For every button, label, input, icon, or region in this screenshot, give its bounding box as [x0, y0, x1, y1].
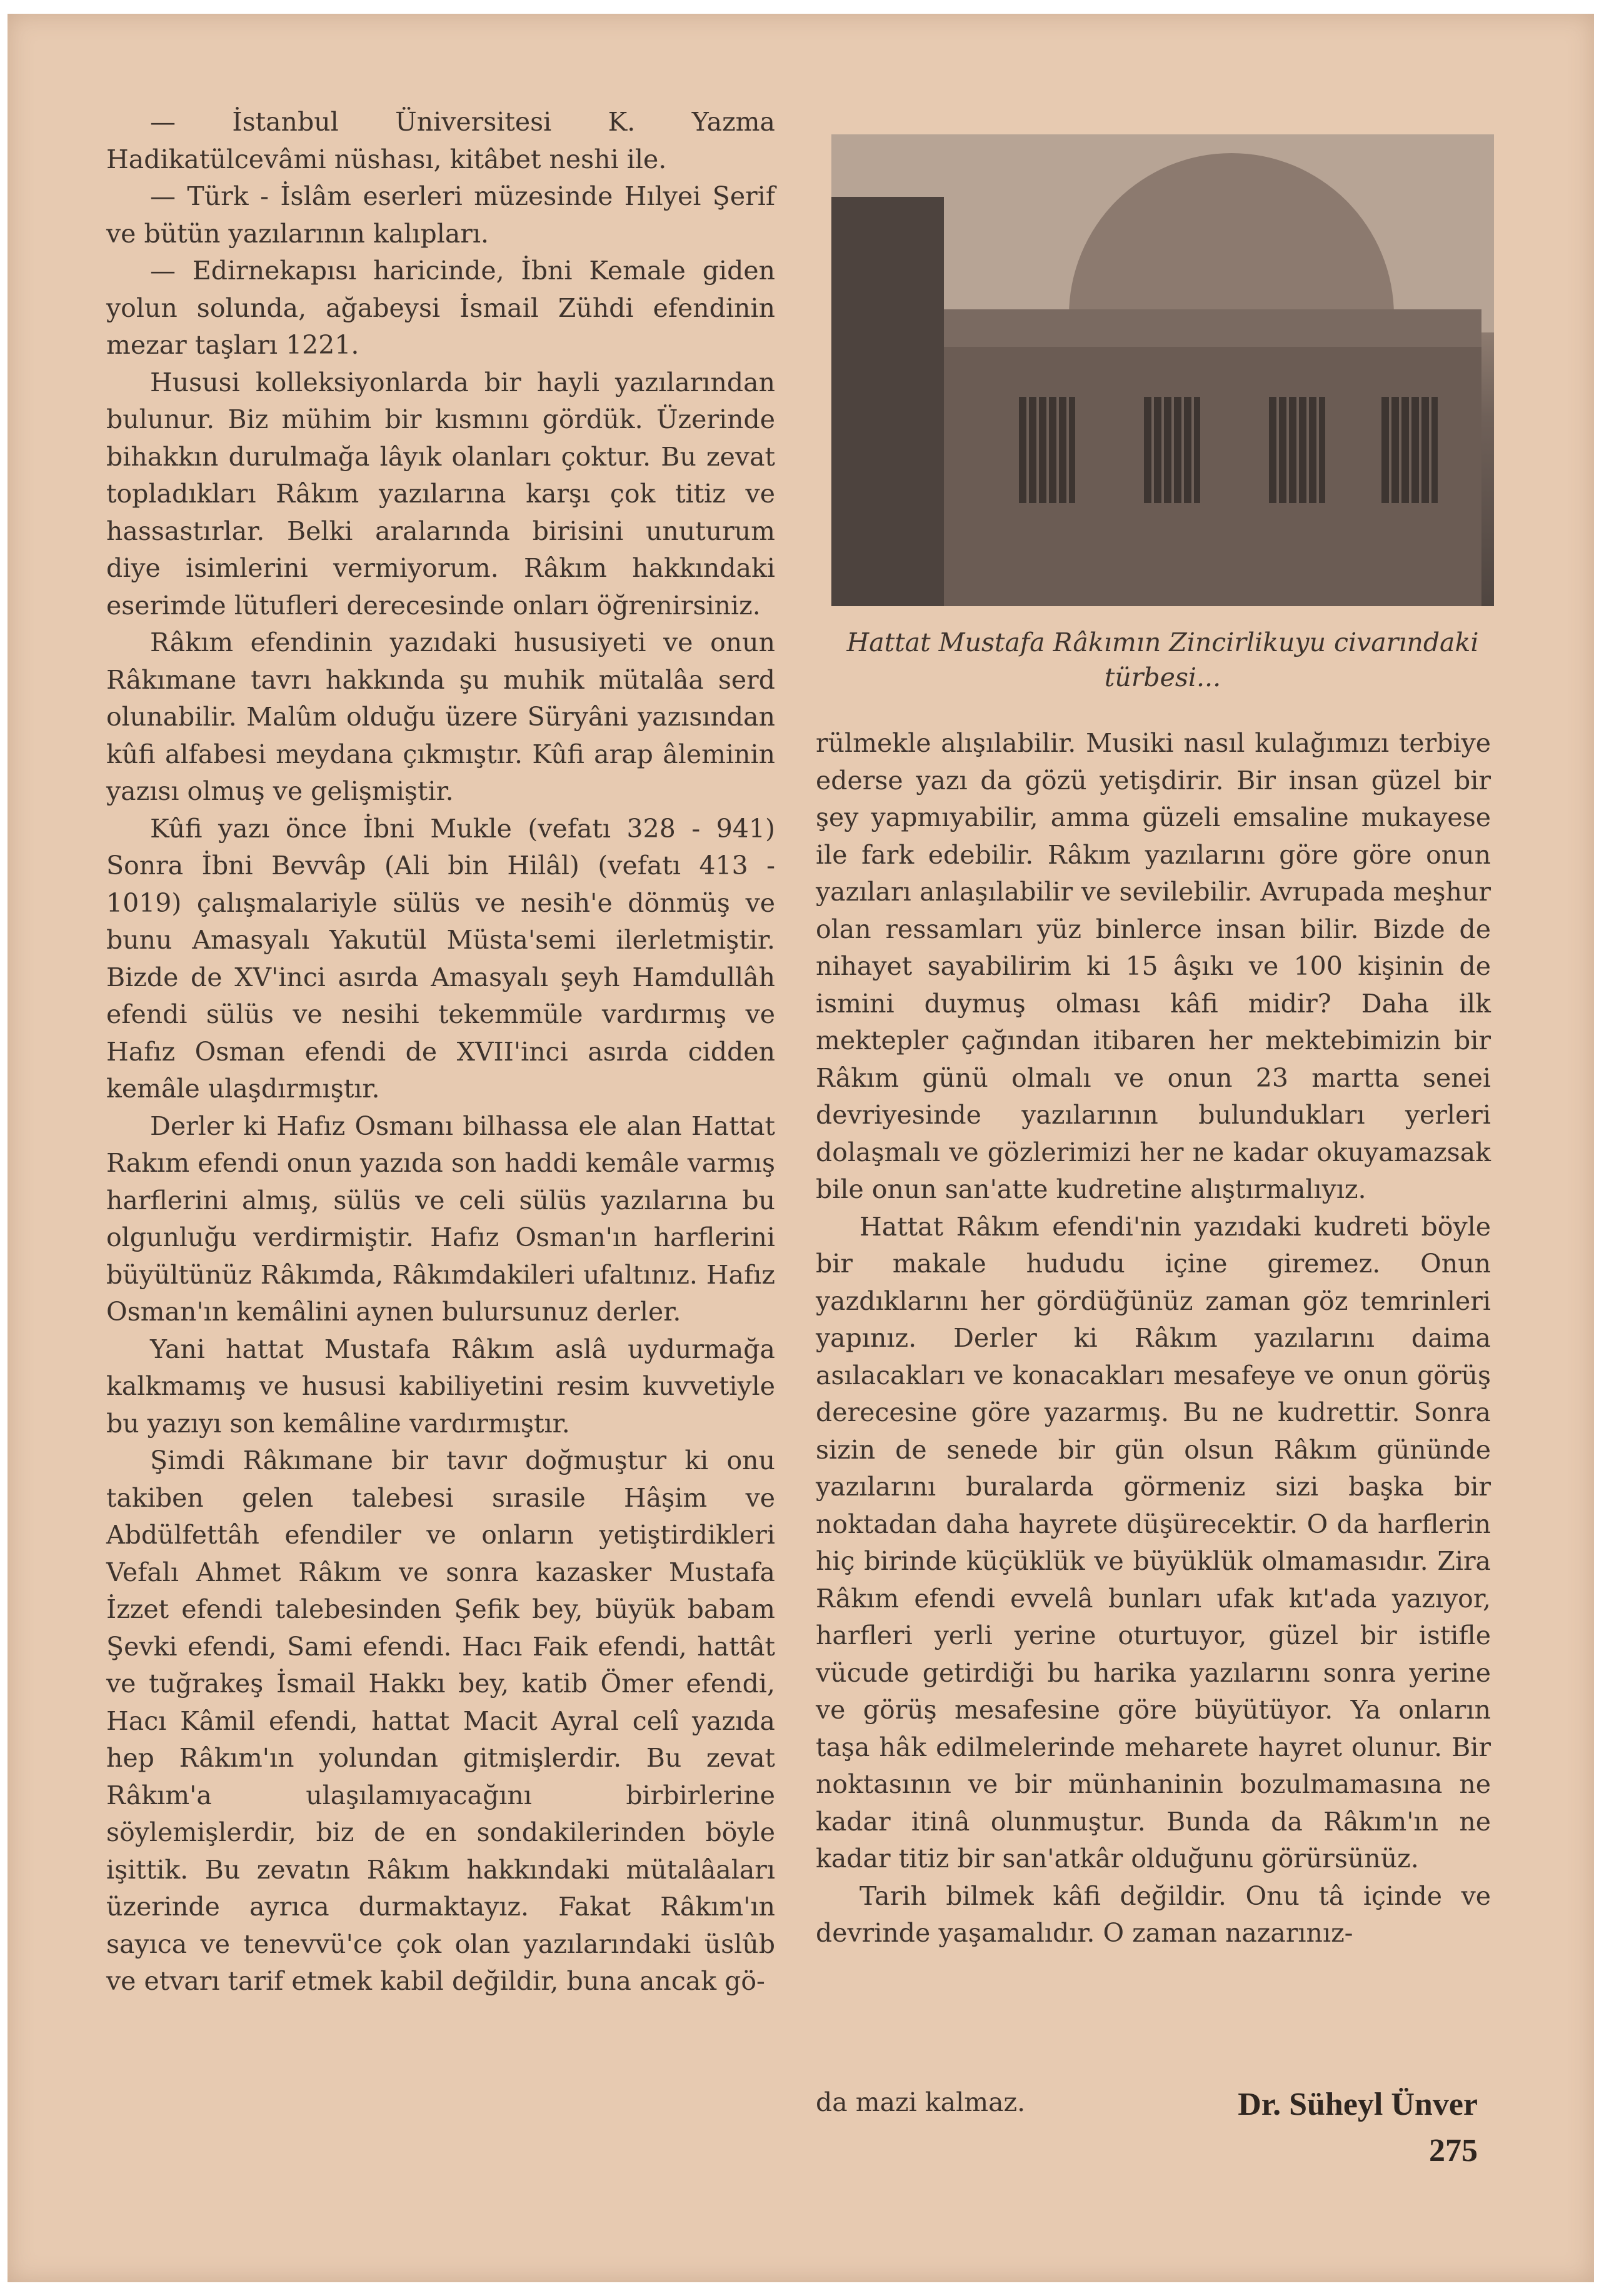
paragraph-hafiz-osman: Derler ki Hafız Osmanı bilhassa ele alan Hattat Rakım efendi onun yazıda son haddi kemâle varmış harflerini almış, sülüs ve celi sülüs yazılarına bu olgunluğu verdirmiştir. Hafız Osman'ın harflerini büyültünüz Râkımda, Râkımdakileri ufaltınız. Hafız Osman'ın kemâlini aynen bulursunuz derler. — [106, 1111, 775, 1327]
author-signature: Dr. Süheyl Ünver — [1238, 2087, 1478, 2122]
paragraph-gravestone-note: — Edirnekapısı haricinde, İbni Kemale giden yolun solunda, ağabeysi İsmail Zühdi efendinin mezar taşları 1221. — [106, 256, 775, 360]
paragraph-museum-note: — Türk - İslâm eserleri müzesinde Hılyei Şerif ve bütün yazılarının kalıpları. — [106, 181, 775, 249]
closing-line: da mazi kalmaz. — [816, 2087, 1026, 2117]
paragraph-collections: Hususi kolleksiyonlarda bir hayli yazılarından bulunur. Biz mühim bir kısmını gördük. Üzerinde bihakkın durulmağa lâyık olanları çoktur. Bu zevat topladıkları Râkım yazılarına karşı çok titiz ve hassastırlar. Belki aralarında birisini unuturum diye isimlerini vermiyorum. Râkım hakkındaki eserimde lütufleri derecesinde onları öğrenirsiniz. — [106, 367, 775, 621]
page-number: 275 — [1429, 2133, 1478, 2169]
left-column — [106, 104, 775, 2000]
right-column — [816, 725, 1491, 1952]
paragraph-mustafa-rakim: Yani hattat Mustafa Râkım aslâ uydurmağa kalkmamış ve hususi kabiliyetini resim kuvvetiyle bu yazıyı son kemâline vardırmıştır. — [106, 1334, 775, 1439]
paragraph-rakim-style: Râkım efendinin yazıdaki hususiyeti ve onun Râkımane tavrı hakkında şu muhik mütalâa serd olunabilir. Malûm olduğu üzere Süryâni yazısından kûfi alfabesi meydana çıkmıştır. Kûfi arap âleminin yazısı olmuş ve gelişmiştir. — [106, 627, 775, 806]
paragraph-rakim-power: Hattat Râkım efendi'nin yazıdaki kudreti böyle bir makale hududu içine giremez. Onun yazdıklarını her gördüğünüz zaman göz temrinleri yapınız. Derler ki Râkım yazılarını daima asılacakları ve konacakları mesafeye ve onun görüş derecesine göre yazarmış. Bu ne kudrettir. Sonra sizin de senede bir gün olsun Râkım gününde yazılarını buralarda görmeniz sizi başka bir noktadan daha hayrete düşürecektir. O da harflerin hiç birinde küçüklük ve büyüklük olmamasıdır. Zira Râkım efendi evvelâ bunları ufak kıt'ada yazıyor, harfleri yerli yerine oturtuyor, güzel bir istifle vücude getirdiği bu harika yazılarını sonra yerine ve görüş mesafesine göre büyütüyor. Ya onların taşa hâk edilmelerinde meharete hayret olunur. Bir noktasının ve bir münhaninin bozulmamasına ne kadar itinâ olunmuştur. Bunda da Râkım'ın ne kadar titiz bir san'atkâr olduğunu görürsünüz. — [816, 1211, 1491, 1874]
tomb-photograph — [831, 134, 1494, 606]
paragraph-continuation: rülmekle alışılabilir. Musiki nasıl kulağımızı terbiye ederse yazı da gözü yetişdirir. Bir insan güzel bir şey yapmıyabilir, amma güzeli emsaline mukayese ile fark edebilir. Râkım yazılarını göre göre onun yazıları anlaşılabilir ve sevilebilir. Avrupada meşhur olan ressamları yüz binlerce insan bilir. Bizde de nihayet sayabilirim ki 15 âşıkı ve 100 kişinin de ismini duymuş olması kâfi midir? Daha ilk mektepler çağından itibaren her mektebimizin bir Râkım günü olmalı ve onun 23 martta senei devriyesinde yazılarının bulundukları yerleri dolaşmalı ve gözlerimizi her ne kadar okuyamazsak bile onun san'atte kudretine alıştırmalıyız. — [816, 728, 1491, 1204]
photo-caption: Hattat Mustafa Râkımın Zincirlikuyu civarındaki türbesi... — [846, 627, 1479, 692]
paragraph-kufi-history: Kûfi yazı önce İbni Mukle (vefatı 328 - 941) Sonra İbni Bevvâp (Ali bin Hilâl) (vefatı 413 - 1019) çalışmalariyle sülüs ve nesih'e dönmüş ve bunu Amasyalı Yakutül Müsta'semi ilerletmiştir. Bizde de XV'inci asırda Amasyalı şeyh Hamdullâh efendi sülüs ve nesihi tekemmüle vardırmış ve Hafız Osman efendi de XVII'inci asırda cidden kemâle ulaşdırmıştır. — [106, 813, 775, 1104]
paragraph-students: Şimdi Râkımane bir tavır doğmuştur ki onu takiben gelen talebesi sırasile Hâşim ve Abdülfettâh efendiler ve onların yetiştirdikleri Vefalı Ahmet Râkım ve sonra kazasker Mustafa İzzet efendi talebesinden Şefik bey, büyük babam Şevki efendi, Sami efendi. Hacı Faik efendi, hattât ve tuğrakeş İsmail Hakkı bey, katib Ömer efendi, Hacı Kâmil efendi, hattat Macit Ayral celî yazıda hep Râkım'ın yolundan gitmişlerdir. Bu zevat Râkım'a ulaşılamıyacağını birbirlerine söylemişlerdir, biz de en sondakilerinden böyle işittik. Bu zevatın Râkım hakkındaki mütalâaları üzerinde ayrıca durmaktayız. Fakat Râkım'ın sayıca ve tenevvü'ce çok olan yazılarındaki üslûb ve etvarı tarif etmek kabil değildir, buna ancak gö- — [106, 1445, 775, 1996]
paragraph-manuscript-note: — İstanbul Üniversitesi K. Yazma Hadikatülcevâmi nüshası, kitâbet neshi ile. — [106, 107, 775, 174]
paragraph-history: Tarih bilmek kâfi değildir. Onu tâ içinde ve devrinde yaşamalıdır. O zaman nazarınız- — [816, 1880, 1491, 1948]
